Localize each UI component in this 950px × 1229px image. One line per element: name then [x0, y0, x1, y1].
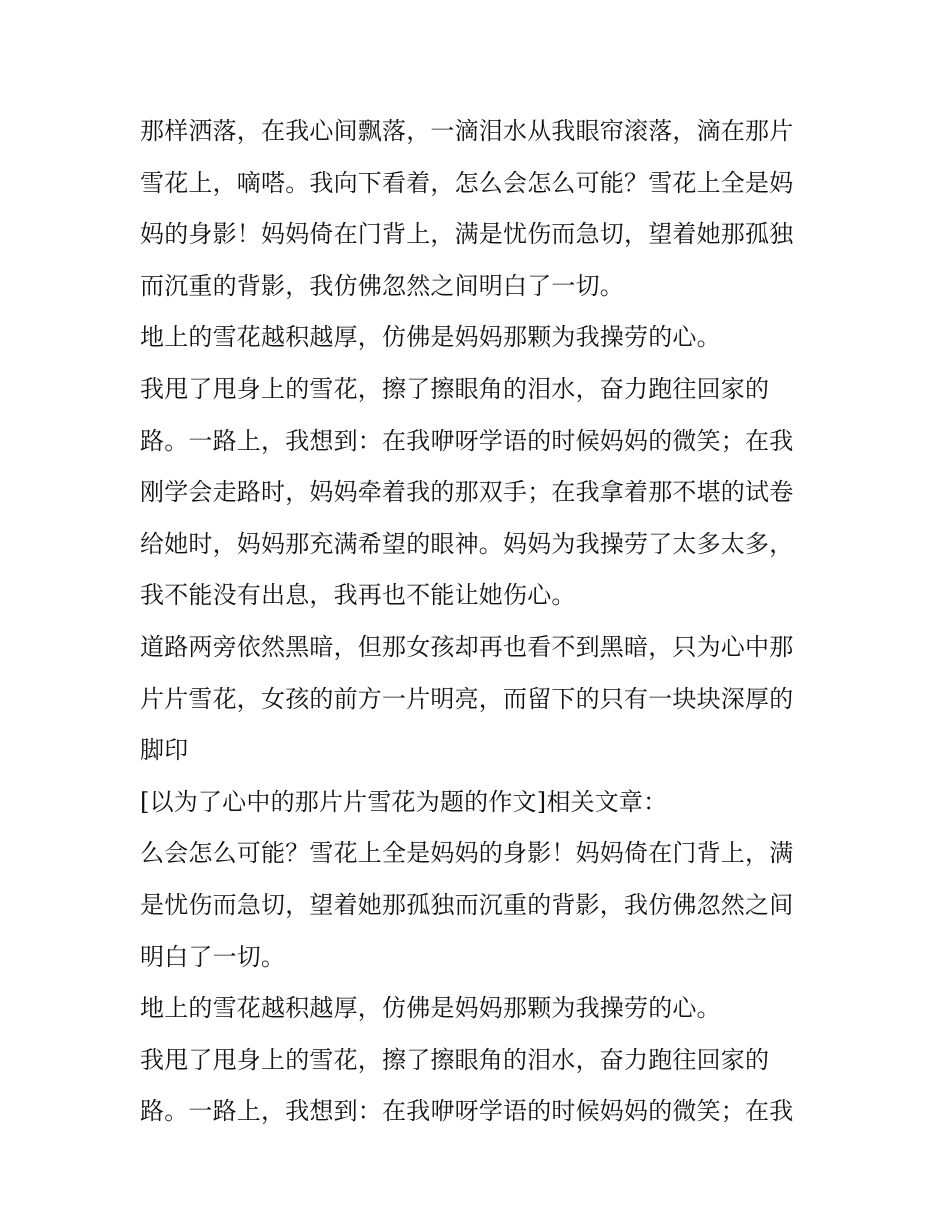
text-line: 地上的雪花越积越厚，仿佛是妈妈那颗为我操劳的心。 [140, 323, 721, 352]
text-line: 雪花上，嘀嗒。我向下看着，怎么会怎么可能？雪花上全是妈 [140, 168, 794, 197]
text-line: 道路两旁依然黑暗，但那女孩却再也看不到黑暗，只为心中那 [140, 632, 794, 661]
text-line: 路。一路上，我想到：在我咿呀学语的时候妈妈的微笑；在我 [140, 1097, 794, 1126]
text-line: 片片雪花，女孩的前方一片明亮，而留下的只有一块块深厚的 [140, 684, 794, 713]
text-line: 地上的雪花越积越厚，仿佛是妈妈那颗为我操劳的心。 [140, 994, 721, 1023]
text-line: 我不能没有出息，我再也不能让她伤心。 [140, 581, 576, 610]
text-line: 我甩了甩身上的雪花，擦了擦眼角的泪水，奋力跑往回家的 [140, 1045, 770, 1074]
text-line: 我甩了甩身上的雪花，擦了擦眼角的泪水，奋力跑往回家的 [140, 374, 770, 403]
text-line: 是忧伤而急切，望着她那孤独而沉重的背影，我仿佛忽然之间 [140, 890, 794, 919]
document-body [140, 106, 820, 1138]
text-line: 那样洒落，在我心间飘落，一滴泪水从我眼帘滚落，滴在那片 [140, 117, 794, 145]
related-articles-heading: [以为了心中的那片片雪花为题的作文]相关文章： [140, 787, 668, 816]
text-line: 而沉重的背影，我仿佛忽然之间明白了一切。 [140, 271, 624, 300]
text-line: 刚学会走路时，妈妈牵着我的那双手；在我拿着那不堪的试卷 [140, 478, 794, 507]
text-line: 给她时，妈妈那充满希望的眼神。妈妈为我操劳了太多太多， [140, 529, 794, 558]
text-line: 脚印 [140, 736, 189, 765]
text-line: 么会怎么可能？雪花上全是妈妈的身影！妈妈倚在门背上，满 [140, 839, 794, 868]
text-line: 妈的身影！妈妈倚在门背上，满是忧伤而急切，望着她那孤独 [140, 220, 794, 249]
text-line: 路。一路上，我想到：在我咿呀学语的时候妈妈的微笑；在我 [140, 426, 794, 455]
text-line: 明白了一切。 [140, 942, 286, 971]
